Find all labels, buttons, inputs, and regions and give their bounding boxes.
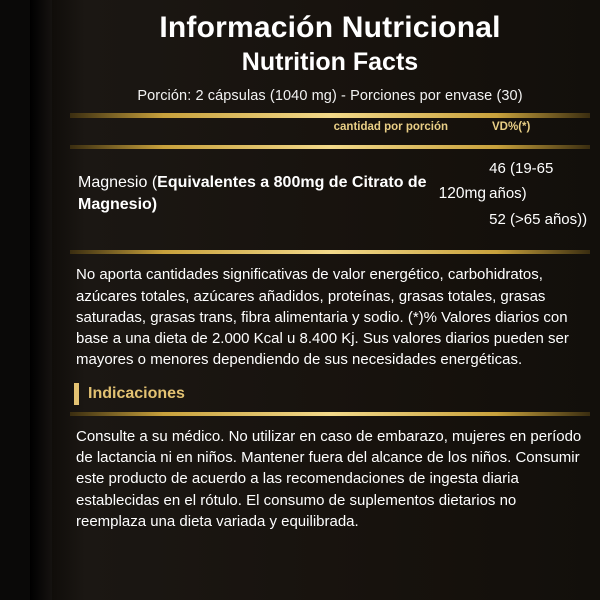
gold-bar-marker (74, 383, 79, 405)
nutrient-daily-value-line2: 52 (>65 años)) (489, 210, 588, 228)
serving-size-text: Porción: 2 cápsulas (1040 mg) - Porciones por envase (30) (137, 87, 523, 104)
label-header (70, 0, 590, 75)
nutrient-daily-value (489, 156, 590, 233)
nutrient-name-plain: Magnesio ( (78, 174, 158, 192)
nutrition-label-panel (52, 0, 600, 600)
footnote-text: No aporta cantidades significativas de valor energético, carbohidratos, azúcares totales, azúcares añadidos, proteínas, grasas totales, grasas saturadas, grasas trans, fibra alimentaria y sodio. (*)% Valores diarios con base a una dieta de 2.000 Kcal u 8.400 Kj. Sus valores diarios pueden ser mayores o menores dependiendo de sus necesidades energéticas. (76, 266, 569, 369)
indications-heading (70, 383, 590, 405)
column-header-amount: cantidad por porción (333, 120, 448, 133)
table-row (70, 149, 590, 242)
page-title-es: Información Nutricional (159, 11, 501, 44)
column-header-dv: VD%(*) (492, 120, 531, 133)
label-edge-strip (30, 0, 52, 600)
table-column-headers (70, 118, 590, 136)
page-title-en: Nutrition Facts (241, 47, 419, 76)
nutrient-daily-value-line1: 46 (19-65 años) (489, 159, 554, 203)
nutrient-name-bold: Equivalentes a 800mg de Citrato de Magnesio) (78, 174, 427, 213)
nutrient-name (70, 172, 435, 215)
indications-text: Consulte a su médico. No utilizar en caso de embarazo, mujeres en período de lactancia ni en niños. Mantener fuera del alcance de los niños. Consumir este producto de acuerdo a las recomendaciones de ingesta diaria establecidas en el rótulo. El consumo de suplementos dietarios no reemplaza una dieta variada y equilibrada. (76, 427, 582, 530)
indications-title: Indicaciones (88, 384, 185, 402)
label-left-edge (0, 0, 52, 600)
nutrient-amount: 120mg (438, 185, 486, 202)
